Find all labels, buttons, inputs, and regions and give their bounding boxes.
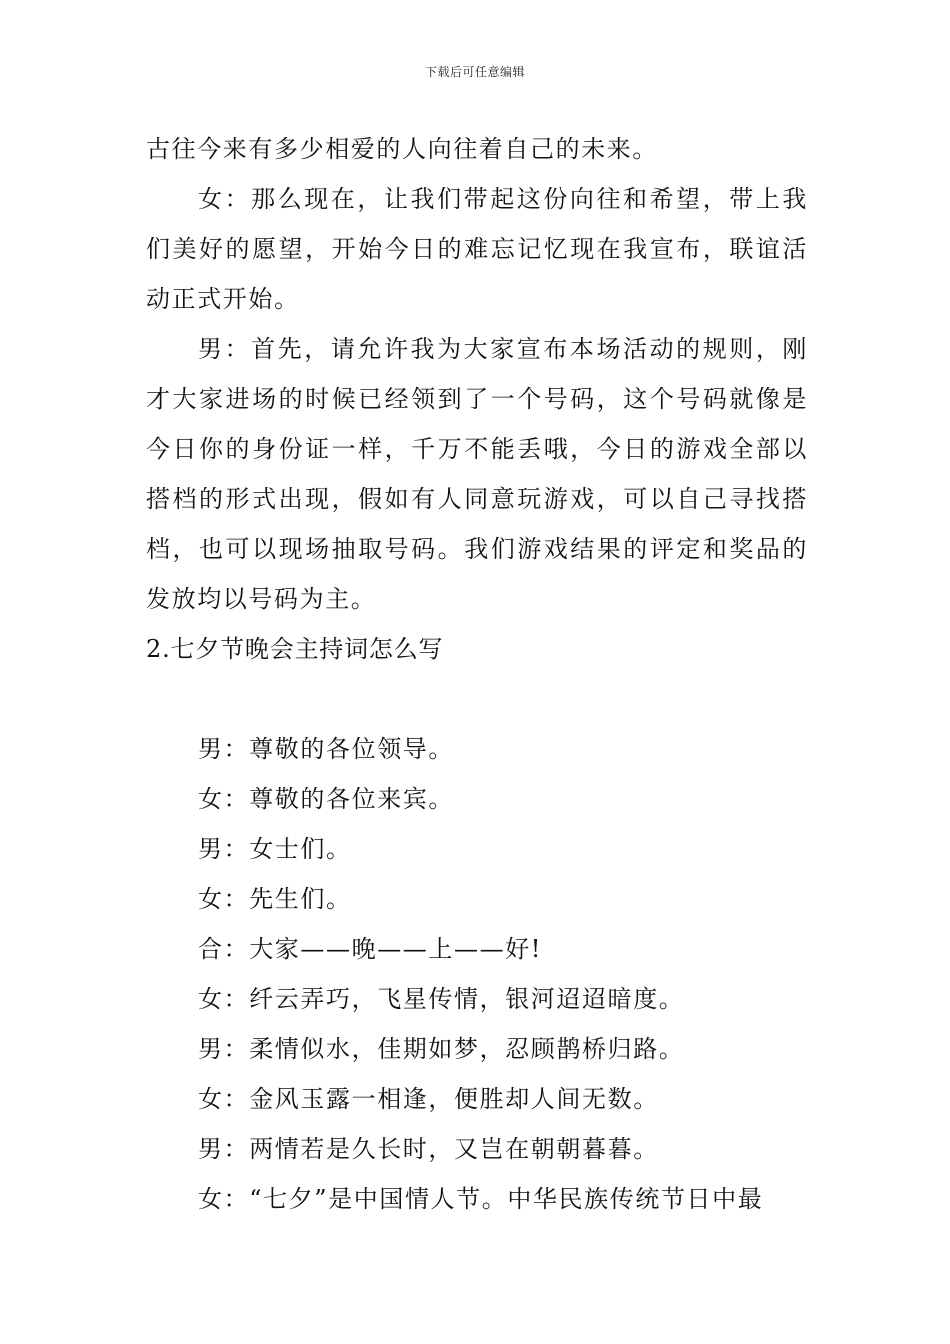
- dialogue-line: 女：金风玉露一相逢，便胜却人间无数。: [198, 1085, 659, 1113]
- dialogue-line: 男：尊敬的各位领导。: [198, 735, 454, 763]
- dialogue-line: 女：尊敬的各位来宾。: [198, 785, 454, 813]
- document-body: [146, 124, 808, 1224]
- dialogue-line: 女：“七夕”是中国情人节。中华民族传统节日中最: [198, 1185, 764, 1213]
- paragraph: 男：首先，请允许我为大家宣布本场活动的规则，刚才大家进场的时候已经领到了一个号码，这个号码就像是今日你的身份证一样，千万不能丢哦，今日的游戏全部以搭档的形式出现，假如有人同意玩游戏，可以自己寻找搭档，也可以现场抽取号码。我们游戏结果的评定和奖品的发放均以号码为主。: [146, 335, 808, 613]
- paragraph: 女：那么现在，让我们带起这份向往和希望，带上我们美好的愿望，开始今日的难忘记忆现在我宣布，联谊活动正式开始。: [146, 185, 808, 313]
- page-header: 下载后可任意编辑: [424, 65, 525, 79]
- blank-line: [146, 674, 808, 724]
- dialogue-line: 男：柔情似水，佳期如梦，忍顾鹊桥归路。: [198, 1035, 685, 1063]
- paragraph: 古往今来有多少相爱的人向往着自己的未来。: [146, 135, 658, 163]
- dialogue-line: 男：两情若是久长时，又岂在朝朝暮暮。: [198, 1135, 659, 1163]
- dialogue-line: 男：女士们。: [198, 835, 352, 863]
- dialogue-line: 合：大家——晚——上——好!: [198, 935, 543, 963]
- dialogue-line: 女：纤云弄巧，飞星传情，银河迢迢暗度。: [198, 985, 685, 1013]
- section-heading: 2.七夕节晚会主持词怎么写: [146, 635, 444, 663]
- dialogue-line: 女：先生们。: [198, 885, 352, 913]
